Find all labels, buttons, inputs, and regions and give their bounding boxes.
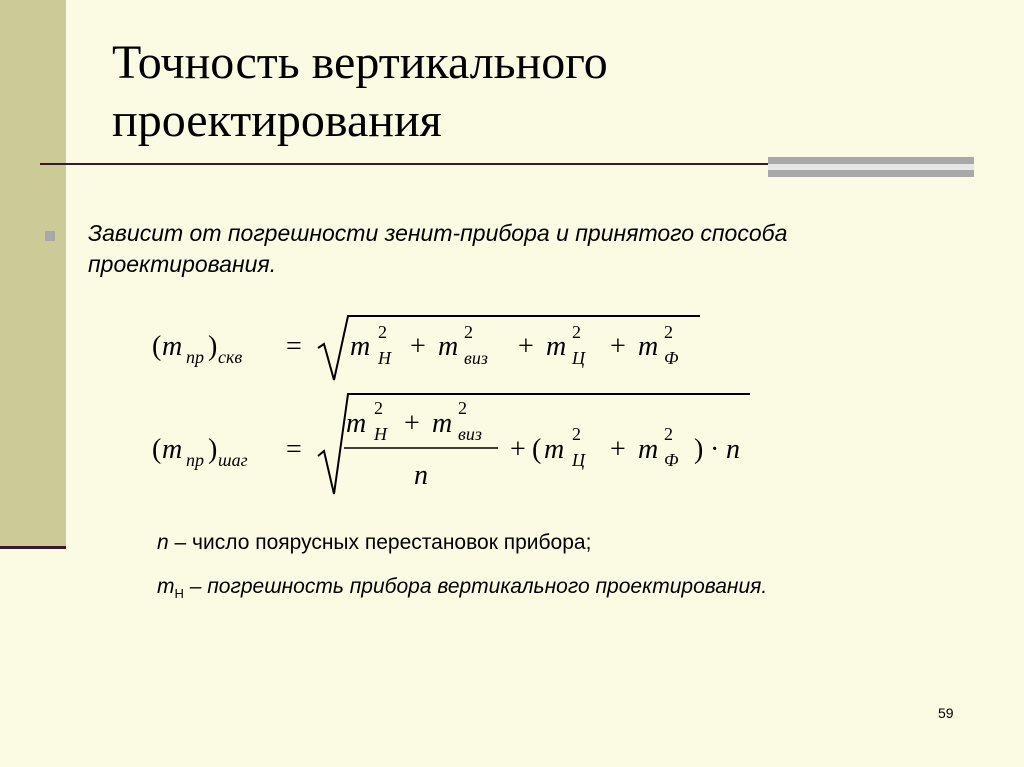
svg-text:m: m [346, 408, 367, 439]
svg-text:m: m [546, 331, 567, 362]
svg-text:m: m [162, 331, 183, 362]
note-m-definition [157, 575, 767, 601]
svg-text:m: m [432, 408, 453, 439]
term1-sup: 2 [378, 322, 387, 342]
note2-variable: m [157, 575, 175, 598]
svg-text:пр: пр [186, 347, 204, 367]
term1-sub: Н [378, 348, 391, 368]
formula-vertical-accuracy-total [148, 308, 708, 388]
title-underline [40, 163, 774, 165]
page-number: 59 [938, 705, 954, 721]
svg-text:m: m [438, 331, 459, 362]
term3-sub: Ц [572, 348, 585, 368]
lhs-subscript: шаг [218, 450, 248, 470]
svg-text:+: + [510, 434, 526, 465]
note1-text: – число поярусных перестановок прибора; [168, 531, 592, 554]
term2-sup: 2 [464, 322, 473, 342]
svg-text:+: + [404, 408, 420, 439]
term2-sub: виз [464, 348, 488, 368]
multiplier: n [726, 434, 740, 465]
svg-text:+: + [610, 331, 626, 362]
term3-sup: 2 [572, 322, 581, 342]
term4-sup: 2 [664, 322, 673, 342]
svg-text:): ) [208, 434, 218, 465]
note-n-definition [157, 531, 591, 555]
note2-subscript: H [174, 586, 184, 602]
num-term1-sup: 2 [374, 398, 383, 418]
svg-text:=: = [286, 434, 302, 465]
bullet-square-icon [45, 231, 55, 241]
note2-text: – погрешность прибора вертикального проектирования. [183, 575, 768, 598]
svg-text:+: + [410, 331, 426, 362]
paren-term1-sub: Ц [572, 450, 585, 470]
denominator: n [414, 460, 428, 491]
svg-text:+: + [518, 331, 534, 362]
svg-text:пр: пр [186, 450, 204, 470]
num-term2-sup: 2 [458, 398, 467, 418]
svg-text:m: m [638, 434, 659, 465]
left-decorative-band [0, 0, 66, 548]
svg-text:(: ( [152, 331, 162, 362]
svg-text:): ) [694, 434, 704, 465]
svg-text:·: · [710, 434, 720, 465]
svg-text:m: m [162, 434, 183, 465]
num-term1-sub: Н [374, 424, 387, 444]
slide-title [112, 34, 972, 150]
formula-vertical-accuracy-step [148, 388, 768, 498]
svg-text:=: = [286, 331, 302, 362]
svg-text:): ) [208, 331, 218, 362]
svg-text:m: m [544, 434, 565, 465]
num-term2-sub: виз [458, 424, 482, 444]
paren-term2-sup: 2 [664, 424, 673, 444]
svg-text:(: ( [152, 434, 162, 465]
title-line-2: проектирования [112, 94, 442, 147]
svg-text:m: m [350, 331, 371, 362]
svg-text:+: + [610, 434, 626, 465]
svg-text:(: ( [532, 434, 542, 465]
bullet-text: Зависит от погрешности зенит-прибора и принятого способа проектирования. [88, 220, 788, 277]
paren-term1-sup: 2 [572, 424, 581, 444]
title-line-1: Точность вертикального [112, 36, 608, 89]
left-band-rule [0, 546, 66, 549]
term4-sub: Ф [664, 348, 679, 368]
svg-text:m: m [638, 331, 659, 362]
lhs-subscript: скв [218, 347, 243, 367]
note1-variable: n [157, 531, 169, 554]
title-accent-bar [768, 157, 974, 177]
paren-term2-sub: Ф [664, 450, 679, 470]
